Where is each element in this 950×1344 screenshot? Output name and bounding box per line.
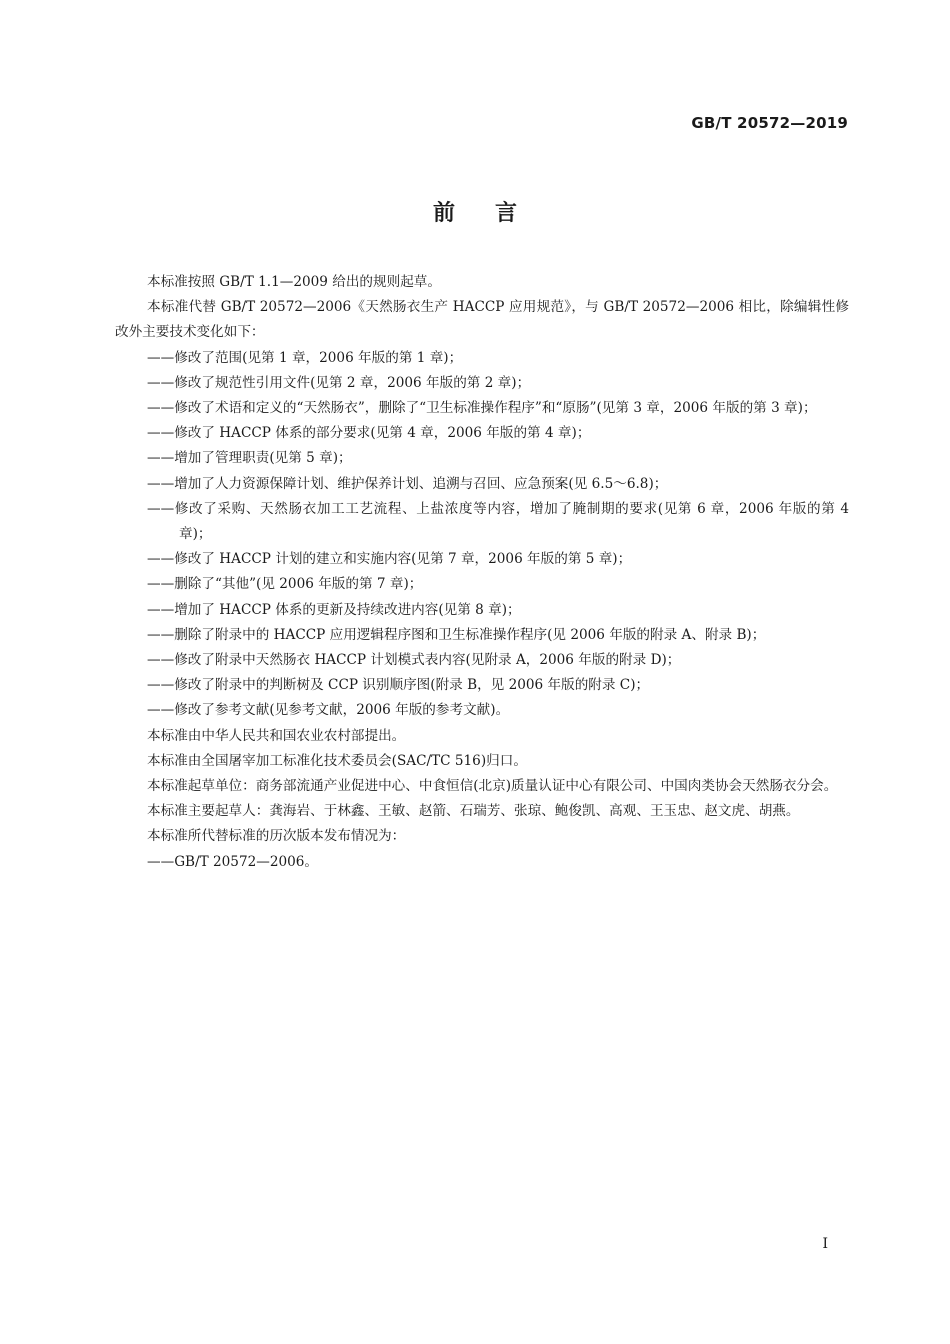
paragraph-drafters: 本标准主要起草人：龚海岩、于林鑫、王敏、赵箭、石瑞芳、张琼、鲍俊凯、高观、王玉忠、赵文虎、胡燕。	[147, 803, 800, 820]
change-item: ——增加了 HACCP 体系的更新及持续改进内容(见第 8 章)；	[147, 601, 521, 618]
change-item: ——修改了 HACCP 体系的部分要求(见第 4 章，2006 年版的第 4 章)；	[147, 425, 591, 442]
foreword-body	[115, 270, 849, 875]
standard-number: GB/T 20572—2019	[691, 114, 848, 132]
page-title: 前言	[432, 201, 557, 226]
change-item: ——修改了术语和定义的“天然肠衣”，删除了“卫生标准操作程序”和“原肠”(见第 3 章，2006 年版的第 3 章)；	[147, 400, 817, 417]
change-item: ——修改了采购、天然肠衣加工工艺流程、上盐浓度等内容，增加了腌制期的要求(见第 6 章，2006 年版的第 4 章)；	[147, 500, 849, 543]
paragraph-drafting-units: 本标准起草单位：商务部流通产业促进中心、中食恒信(北京)质量认证中心有限公司、中国肉类协会天然肠衣分会。	[147, 778, 838, 795]
paragraph-replacement: 本标准代替 GB/T 20572—2006《天然肠衣生产 HACCP 应用规范》，与 GB/T 20572—2006 相比，除编辑性修改外主要技术变化如下：	[115, 299, 849, 341]
page-number: I	[822, 1236, 828, 1252]
change-item: ——修改了参考文献(见参考文献，2006 年版的参考文献)。	[147, 702, 510, 719]
change-item: ——增加了人力资源保障计划、维护保养计划、追溯与召回、应急预案(见 6.5～6.8)；	[147, 475, 668, 492]
paragraph-committee: 本标准由全国屠宰加工标准化技术委员会(SAC/TC 516)归口。	[147, 752, 527, 769]
change-item: ——修改了附录中天然肠衣 HACCP 计划模式表内容(见附录 A，2006 年版的附录 D)；	[147, 652, 681, 669]
change-item: ——增加了管理职责(见第 5 章)；	[147, 450, 352, 467]
change-item: ——删除了“其他”(见 2006 年版的第 7 章)；	[147, 576, 423, 593]
change-item: ——修改了 HACCP 计划的建立和实施内容(见第 7 章，2006 年版的第 5 章)；	[147, 551, 632, 568]
change-item: ——删除了附录中的 HACCP 应用逻辑程序图和卫生标准操作程序(见 2006 年版的附录 A、附录 B)；	[147, 626, 766, 643]
history-item: ——GB/T 20572—2006。	[147, 853, 319, 870]
paragraph-drafting-rules: 本标准按照 GB/T 1.1—2009 给出的规则起草。	[147, 274, 441, 290]
change-item: ——修改了附录中的判断树及 CCP 识别顺序图(附录 B，见 2006 年版的附录 C)；	[147, 677, 650, 694]
change-item: ——修改了范围(见第 1 章，2006 年版的第 1 章)；	[147, 349, 463, 366]
paragraph-history: 本标准所代替标准的历次版本发布情况为：	[147, 828, 406, 845]
paragraph-proposer: 本标准由中华人民共和国农业农村部提出。	[147, 727, 406, 744]
change-item: ——修改了规范性引用文件(见第 2 章，2006 年版的第 2 章)；	[147, 374, 531, 391]
